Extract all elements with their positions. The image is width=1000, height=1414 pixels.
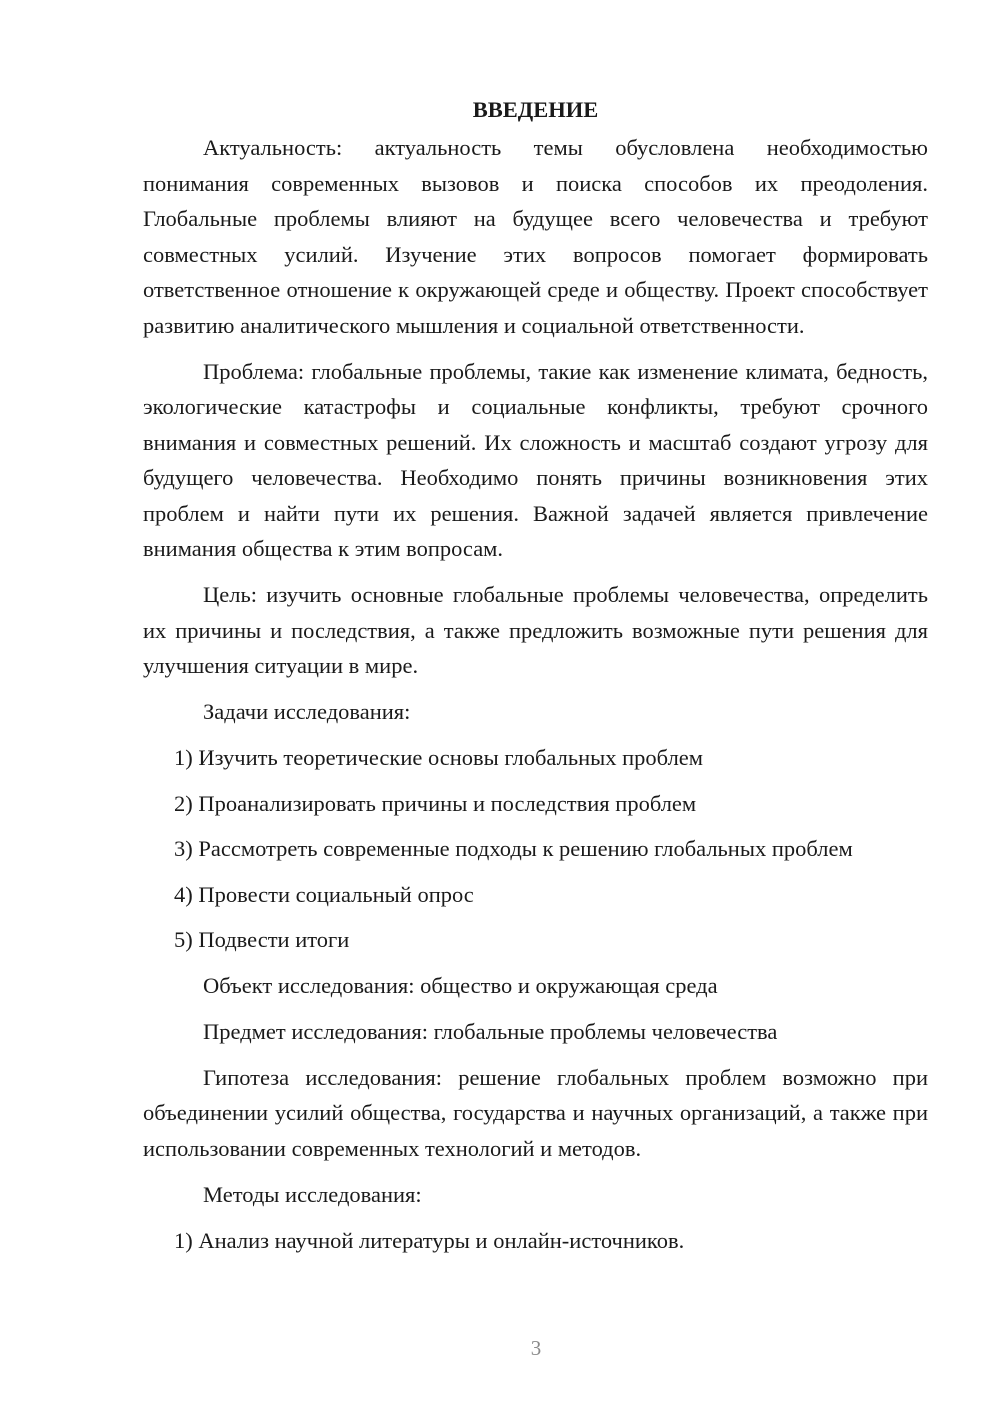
tasks-heading: Задачи исследования: xyxy=(203,699,411,724)
list-item: 2) Проанализировать причины и последствия проблем xyxy=(174,790,697,816)
list-item: 3) Рассмотреть современные подходы к решению глобальных проблем xyxy=(174,836,853,861)
tasks-list xyxy=(143,740,928,958)
object-paragraph: Объект исследования: общество и окружающая среда xyxy=(203,972,718,998)
page-content xyxy=(143,92,928,1268)
list-item: 1) Изучить теоретические основы глобальных проблем xyxy=(174,745,704,770)
methods-heading: Методы исследования: xyxy=(203,1181,422,1207)
subject-paragraph: Предмет исследования: глобальные проблемы человечества xyxy=(203,1018,778,1044)
list-item: 1) Анализ научной литературы и онлайн-источников. xyxy=(174,1227,685,1253)
page-number: 3 xyxy=(530,1336,542,1360)
hypothesis-paragraph: Гипотеза исследования: решение глобальных проблем возможно при объединении усилий общества, государства и научных организаций, а также при использовании современных технологий и методов. xyxy=(143,1064,928,1161)
page-title: ВВЕДЕНИЕ xyxy=(472,97,599,122)
list-item: 4) Провести социальный опрос xyxy=(174,881,474,907)
goal-paragraph: Цель: изучить основные глобальные проблемы человечества, определить их причины и последствия, а также предложить возможные пути решения для улучшения ситуации в мире. xyxy=(143,582,928,678)
relevance-paragraph: Актуальность: актуальность темы обусловлена необходимостью понимания современных вызовов и поиска способов их преодоления. Глобальные проблемы влияют на будущее всего человечества и требуют совместных усилий. Изучение этих вопросов помогает формировать ответственное отношение к окружающей среде и обществу. Проект способствует развитию аналитического мышления и социальной ответственности. xyxy=(143,135,928,338)
problem-paragraph: Проблема: глобальные проблемы, такие как изменение климата, бедность, экологические катастрофы и социальные конфликты, требуют срочного внимания и совместных решений. Их сложность и масштаб создают угрозу для будущего человечества. Необходимо понять причины возникновения этих проблем и найти пути их решения. Важной задачей является привлечение внимания общества к этим вопросам. xyxy=(143,358,928,561)
methods-list xyxy=(143,1223,928,1259)
list-item: 5) Подвести итоги xyxy=(174,927,350,952)
